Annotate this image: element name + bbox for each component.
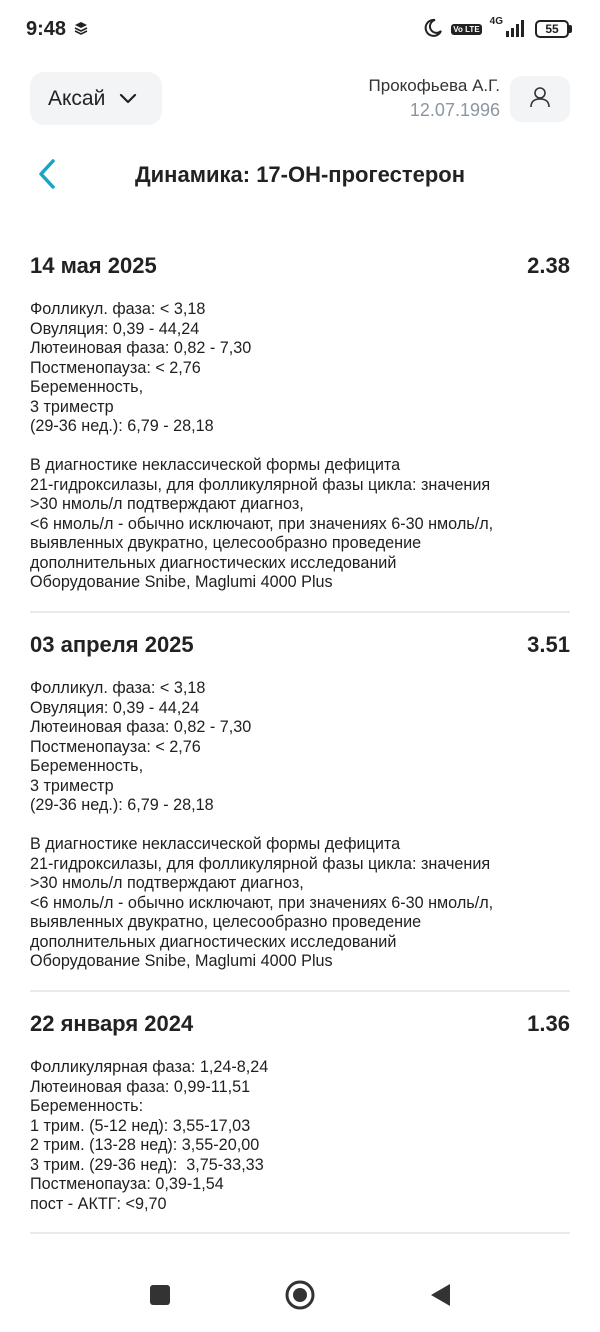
home-button[interactable] xyxy=(280,1277,320,1317)
entry-date: 03 апреля 2025 xyxy=(30,632,194,657)
entry-value: 3.51 xyxy=(527,632,570,657)
network-label: 4G xyxy=(489,15,503,27)
page-title: Динамика: 17-ОН-прогестерон xyxy=(134,162,465,187)
entry-reference-text: Фолликул. фаза: < 3,18 Овуляция: 0,39 - 44,24 Лютеиновая фаза: 0,82 - 7,30 Постменопауза: < 2,76 Беременность, 3 триместр (29-36 нед.): 6,79 - 28,18 В диагностике неклассической формы дефицита 21-гидроксилазы, для фолликулярной фазы цикла: значения >30 нмоль/л подтверждают диагноз, <6 нмоль/л - обычно исключают, при значениях 6-30 нмоль/л, выявленных двукратно, целесообразно проведение дополнительных диагностических исследований Оборудование Snibe, Maglumi 4000 Plus xyxy=(30,679,494,970)
battery-level: 55 xyxy=(535,20,569,38)
city-label: Аксай xyxy=(48,86,106,110)
status-bar xyxy=(0,0,600,58)
app-header xyxy=(30,72,570,126)
list-item xyxy=(30,994,570,1234)
back-nav-button[interactable] xyxy=(420,1277,460,1317)
battery-icon xyxy=(535,20,572,38)
entry-date: 14 мая 2025 xyxy=(30,253,157,278)
user-icon xyxy=(528,85,552,114)
chevron-down-icon xyxy=(119,87,137,111)
profile-button[interactable] xyxy=(510,76,570,122)
layers-icon xyxy=(74,18,88,41)
status-time: 9:48 xyxy=(26,17,67,40)
entry-date: 22 января 2024 xyxy=(30,1011,194,1036)
square-icon xyxy=(148,1283,172,1312)
city-select[interactable] xyxy=(30,72,162,125)
home-circle-icon xyxy=(284,1279,316,1316)
system-nav-bar xyxy=(0,1262,600,1332)
volte-icon: Vo LTE xyxy=(453,24,480,34)
signal-icon xyxy=(505,19,527,40)
entry-reference-text: Фолликулярная фаза: 1,24-8,24 Лютеиновая фаза: 0,99-11,51 Беременность: 1 трим. (5-12 нед): 3,55-17,03 2 трим. (13-28 нед): 3,55-20,00 3 трим. (29-36 нед): 3,75-33,33 Постменопауза: 0,39-1,54 пост - АКТГ: <9,70 xyxy=(30,1058,269,1213)
entry-value: 1.36 xyxy=(527,1011,570,1036)
list-item xyxy=(30,236,570,613)
entry-value: 2.38 xyxy=(527,253,570,278)
triangle-back-icon xyxy=(428,1282,452,1313)
patient-info xyxy=(369,76,500,121)
entry-reference-text: Фолликул. фаза: < 3,18 Овуляция: 0,39 - 44,24 Лютеиновая фаза: 0,82 - 7,30 Постменопауза: < 2,76 Беременность, 3 триместр (29-36 нед.): 6,79 - 28,18 В диагностике неклассической формы дефицита 21-гидроксилазы, для фолликулярной фазы цикла: значения >30 нмоль/л подтверждают диагноз, <6 нмоль/л - обычно исключают, при значениях 6-30 нмоль/л, выявленных двукратно, целесообразно проведение дополнительных диагностических исследований Оборудование Snibe, Maglumi 4000 Plus xyxy=(30,300,494,591)
patient-dob: 12.07.1996 xyxy=(409,100,500,120)
title-row xyxy=(0,150,600,200)
patient-name: Прокофьева А.Г. xyxy=(368,76,500,95)
list-item xyxy=(30,615,570,992)
results-list xyxy=(30,236,570,1234)
recents-button[interactable] xyxy=(140,1277,180,1317)
moon-icon xyxy=(423,18,443,41)
